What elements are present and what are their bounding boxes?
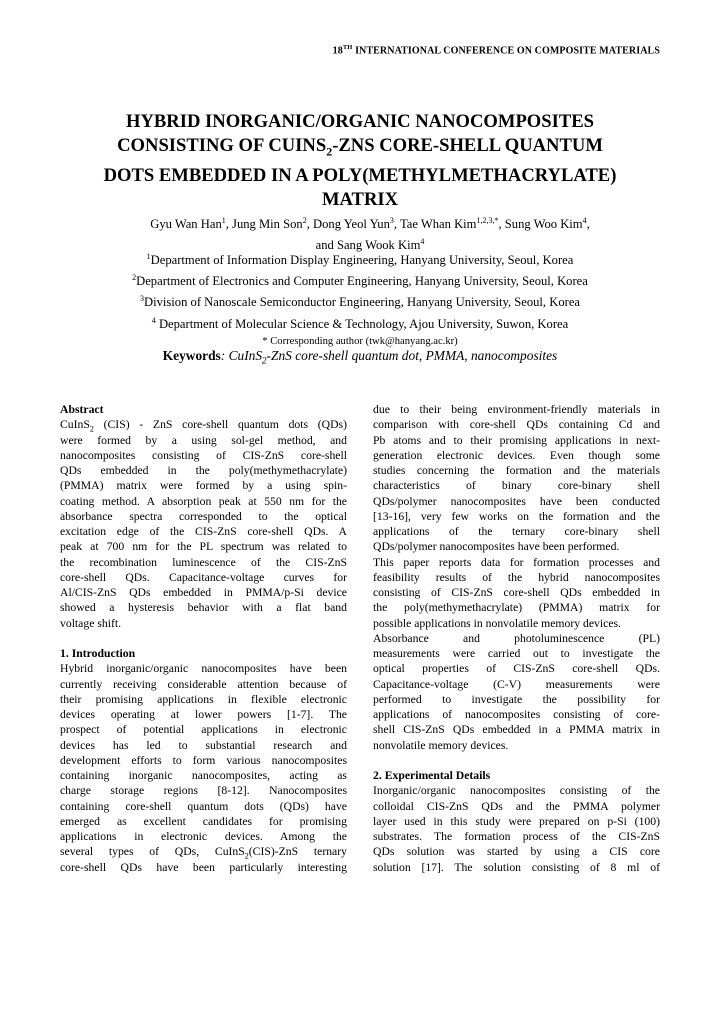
text-line: devices operating at lower powers [1-7]. The [60,708,347,721]
text-line: development efforts to form various nanocomposites [60,753,347,767]
affiliation: $^4$ Department of Molecular Science & Technology, Ajou University, Suwon, Korea [151,315,569,331]
text-line: consisting of CIS-ZnS core-shell QDs embedded in [373,586,660,599]
text-line: voltage shift. [60,616,122,630]
text-line: layer used in this study were prepared on p-Si (100) [373,814,660,828]
text-line: solution [17]. The solution consisting of 8 ml of [373,860,660,874]
text-line: applications of the ternary core-binary shell [373,525,660,538]
text-line: the recombination luminescence of the CIS-ZnS [60,555,347,569]
title-line: DOTS EMBEDDED IN A POLY(METHYLMETHACRYLATE) [103,164,617,186]
author-line: Gyu Wan Han$^1$, Jung Min Son$^2$, Dong Yeol Yun$^3$, Tae Whan Kim$^{1,2,3,*}$, Sung Woo Kim$^4$, [150,216,590,232]
text-line: characteristics of binary core-binary shell [373,479,660,493]
text-line: devices has led to substantial research and [60,738,347,752]
text-line: containing inorganic nanocomposites, acting as [60,769,347,782]
text-line: generation electronic devices. Even though some [373,448,660,462]
text-line: performed to investigate the possibility for [373,692,660,706]
affiliation: $^1$Department of Information Display Engineering, Hanyang University, Seoul, Korea [146,252,574,268]
text-line: Pb atoms and to their promising applications in next- [373,433,660,447]
text-line: were formed by a using sol-gel method, and [60,433,347,447]
experimental-body [373,783,660,875]
text-line: showed a hysteresis behavior with a flat band [60,601,347,615]
text-line: Hybrid inorganic/organic nanocomposites have been [60,662,347,676]
text-line: substrates. The formation process of the CIS-ZnS [373,830,660,843]
title-line: MATRIX [321,188,399,210]
text-line: colloidal CIS-ZnS QDs and the PMMA polymer [373,799,660,813]
section-heading-introduction: 1. Introduction [60,647,136,660]
text-line: studies concerning the formation and the materials [373,464,660,477]
text-line: possible applications in nonvolatile memory devices. [373,616,621,630]
keywords: Keywords: CuInS$_2$-ZnS core-shell quantum dot, PMMA, nanocomposites [162,348,558,366]
text-line: QDs embedded in the poly(methymethacrylate) [60,464,347,477]
text-line: comparison with core-shell QDs containing Cd and [373,418,660,432]
text-line: applications of nanocomposites consisting of core- [373,708,660,721]
text-line: coating method. A absorption peak at 550 nm for the [60,494,347,508]
section-heading-abstract: Abstract [60,403,104,416]
paper-title [70,110,650,212]
text-line: currently receiving considerable attention because of [60,677,347,691]
text-line: emerged as excellent candidates for promising [60,814,347,828]
text-line: QDs solution was started by using a CIS core [373,845,660,859]
text-line: optical properties of CIS-ZnS core-shell QDs. [373,662,660,676]
text-line: Al/CIS-ZnS QDs embedded in PMMA/p-Si device [60,586,347,599]
text-line: feasibility results of the hybrid nanocomposites [373,570,660,584]
text-line: nonvolatile memory devices. [373,738,509,752]
text-line: QDs/polymer nanocomposites have been performed. [373,540,620,554]
text-line: charge storage regions [8-12]. Nanocomposites [60,784,347,798]
author-line: and Sang Wook Kim$^4$ [315,237,425,253]
text-line: excitation edge of the CIS-ZnS core-shell QDs. A [60,525,347,538]
text-line: (PMMA) matrix were formed by a using spin- [60,479,347,493]
text-line: several types of QDs, CuInS$_2$(CIS)-ZnS ternary [60,845,347,861]
text-line: their promising applications in flexible electronic [60,692,347,706]
text-line: This paper reports data for formation processes and [373,555,660,569]
text-line: prospect of potential applications in electronic [60,723,347,737]
text-line: applications in electronic devices. Among the [60,830,347,843]
text-line: the poly(methymethacrylate) (PMMA) matrix for [373,601,660,615]
text-line: core-shell QDs. Capacitance-voltage curves for [60,570,347,584]
text-line: shell CIS-ZnS QDs embedded in a PMMA matrix in [373,723,660,737]
text-line: [13-16], very few works on the formation and the [373,509,660,523]
running-header: 18TH INTERNATIONAL CONFERENCE ON COMPOSITE MATERIALS [332,44,660,57]
right-column [373,402,660,875]
text-line: nanocomposites consisting of CIS-ZnS core-shell [60,448,347,462]
title-line: CONSISTING OF $CUINS_2$-ZNS CORE-SHELL QUANTUM [117,135,603,159]
left-column [60,402,347,875]
introduction-continued [373,402,660,753]
text-line: CuInS$_2$ (CIS) - ZnS core-shell quantum dots (QDs) [60,418,347,434]
introduction-body [60,661,347,844]
text-line: peak at 700 nm for the PL spectrum was related to [60,540,347,554]
affiliations [60,248,660,350]
title-line: HYBRID INORGANIC/ORGANIC NANOCOMPOSITES [126,111,594,132]
text-line: Absorbance and photoluminescence (PL) [373,631,660,645]
abstract-body [60,433,347,631]
text-line: QDs/polymer nanocomposites have been conducted [373,494,660,508]
affiliation: $^3$Division of Nanoscale Semiconductor Engineering, Hanyang University, Seoul, Korea [139,294,580,310]
text-line: containing core-shell quantum dots (QDs) have [60,799,347,813]
text-line: due to their being environment-friendly materials in [373,403,660,416]
text-line: core-shell QDs have been particularly interesting [60,860,347,874]
text-line: measurements were carried out to investigate the [373,647,660,660]
text-line: Capacitance-voltage (C-V) measurements were [373,677,660,691]
text-line: absorbance spectra corresponded to the optical [60,509,347,523]
corresponding-author: * Corresponding author (twk@hanyang.ac.kr) [262,335,458,347]
text-line: Inorganic/organic nanocomposites consisting of the [373,784,660,798]
affiliation: $^2$Department of Electronics and Computer Engineering, Hanyang University, Seoul, Korea [132,273,588,289]
section-heading-experimental: 2. Experimental Details [373,769,491,782]
